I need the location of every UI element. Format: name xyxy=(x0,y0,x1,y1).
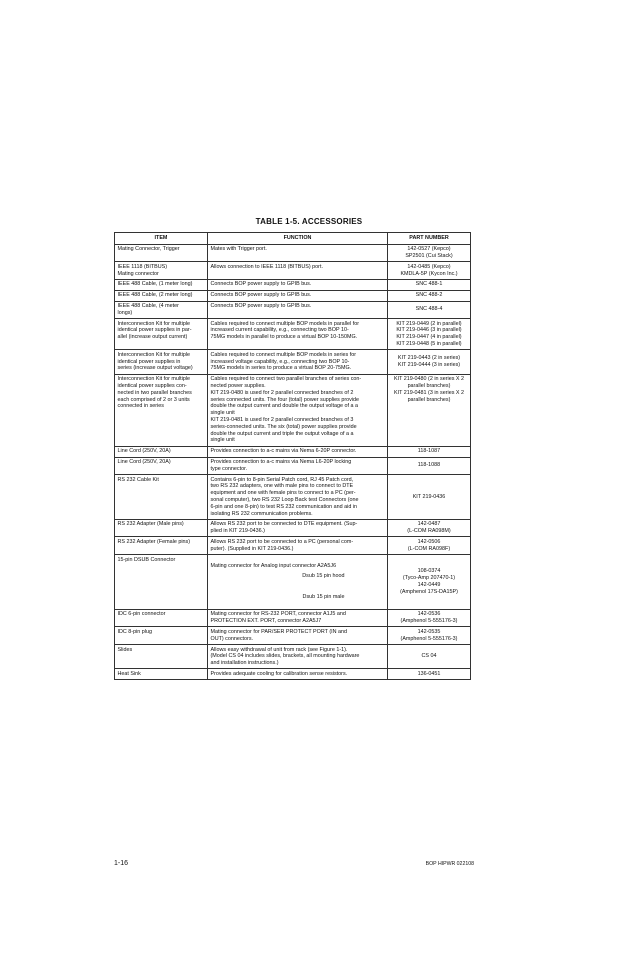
table-row xyxy=(115,627,471,645)
part-number-cell: KIT 219-0480 (2 in series X 2 parallel branches) KIT 219-0481 (3 in series X 2 parallel branches) xyxy=(388,374,471,446)
part-number-cell: SNC 488-4 xyxy=(388,301,471,319)
item-cell: IEEE 488 Cable, (1 meter long) xyxy=(115,279,208,290)
part-number-cell: 142-0536 (Amphenol 5-555176-3) xyxy=(388,609,471,627)
part-number-cell: 142-0535 (Amphenol 5-555176-3) xyxy=(388,627,471,645)
table-row xyxy=(115,555,471,610)
part-number-cell: 118-1088 xyxy=(388,457,471,475)
part-number-cell: 108-0374 (Tyco-Amp 207470-1) 142-0449 (Amphenol 17S-DA15P) xyxy=(388,555,471,610)
item-cell: IDC 6-pin connector xyxy=(115,609,208,627)
page-number: 1-16 xyxy=(114,860,129,867)
document-id: BOP HIPWR 022108 xyxy=(425,861,474,867)
column-header-item: ITEM xyxy=(115,233,208,245)
part-number-cell: 142-0506 (L-COM RA098F) xyxy=(388,537,471,555)
part-number-cell: 142-0527 (Kepco) SP2501 (Cui Stack) xyxy=(388,244,471,262)
table-row xyxy=(115,645,471,669)
table-row xyxy=(115,537,471,555)
part-number-cell: KIT 219-0449 (2 in parallel) KIT 219-0446 (3 in parallel) KIT 219-0447 (4 in parallel) KIT 219-0448 (5 in parallel) xyxy=(388,319,471,350)
function-cell: Contains 6-pin to 8-pin Serial Patch cord, RJ 45 Patch cord, two RS 232 adapters, one with male pins to connect to DTE equipment and one with female pins to connect to a PC (per- sonal computer), two RS 232 Loop Back test Connectors (one 6-pin and one 8-pin) to test RS 232 communication and aid in isolating RS 232 communication problems. xyxy=(208,475,388,520)
part-number-cell: 142-0487 (L-COM RA098M) xyxy=(388,519,471,537)
part-number-cell: SNC 488-1 xyxy=(388,279,471,290)
function-cell: Allows RS 232 port to be connected to a PC (personal com- puter). (Supplied in KIT 219-0436.) xyxy=(208,537,388,555)
table-row xyxy=(115,446,471,457)
item-cell: RS 232 Cable Kit xyxy=(115,475,208,520)
column-header-function: FUNCTION xyxy=(208,233,388,245)
table-header-row xyxy=(115,233,471,245)
accessories-table xyxy=(114,232,471,680)
table-row xyxy=(115,301,471,319)
item-cell: Mating Connector, Trigger xyxy=(115,244,208,262)
function-cell: Provides adequate cooling for calibration sense resistors. xyxy=(208,669,388,680)
function-cell: Mating connector for RS-232 PORT, connector A1J5 and PROTECTION EXT. PORT, connector A2A5J7 xyxy=(208,609,388,627)
item-cell: Interconnection Kit for multiple identical power supplies in par- allel (increase output current) xyxy=(115,319,208,350)
item-cell: RS 232 Adapter (Male pins) xyxy=(115,519,208,537)
part-number-cell: CS 04 xyxy=(388,645,471,669)
part-number-cell: SNC 488-2 xyxy=(388,290,471,301)
table-row xyxy=(115,350,471,374)
column-header-part-number: PART NUMBER xyxy=(388,233,471,245)
part-number-cell: KIT 219-0443 (2 in series) KIT 219-0444 (3 in series) xyxy=(388,350,471,374)
table-row xyxy=(115,475,471,520)
table-row xyxy=(115,279,471,290)
function-cell: Provides connection to a-c mains via Nema 6-20P connector. xyxy=(208,446,388,457)
function-cell: Connects BOP power supply to GPIB bus. xyxy=(208,290,388,301)
item-cell: IEEE 1118 (BITBUS) Mating connector xyxy=(115,262,208,280)
table-row xyxy=(115,374,471,446)
table-row xyxy=(115,290,471,301)
function-cell: Connects BOP power supply to GPIB bus. xyxy=(208,279,388,290)
function-subtext-male: Dsub 15 pin male xyxy=(302,593,345,600)
item-cell: Interconnection Kit for multiple identical power supplies in series (increase output voltage) xyxy=(115,350,208,374)
table-row xyxy=(115,669,471,680)
function-cell: Provides connection to a-c mains via Nema L6-20P locking type connector. xyxy=(208,457,388,475)
table-title: TABLE 1-5. ACCESSORIES xyxy=(255,217,363,226)
table-row xyxy=(115,262,471,280)
table-row xyxy=(115,457,471,475)
item-cell: IEEE 488 Cable, (4 meter longs) xyxy=(115,301,208,319)
table-row xyxy=(115,519,471,537)
function-subtext-hood: Dsub 15 pin hood xyxy=(302,573,345,580)
part-number-cell: 142-0485 (Kepco) KMDLA-5P (Kycon Inc.) xyxy=(388,262,471,280)
item-cell: Heat Sink xyxy=(115,669,208,680)
item-cell: IDC 8-pin plug xyxy=(115,627,208,645)
item-cell: Line Cord (250V, 20A) xyxy=(115,446,208,457)
part-number-cell: KIT 219-0436 xyxy=(388,475,471,520)
table-row xyxy=(115,319,471,350)
function-cell: Allows easy withdrawal of unit from rack (see Figure 1-1). (Model CS 04 includes slides, brackets, all mounting hardware and installation instructions.) xyxy=(208,645,388,669)
function-cell: Cables required to connect multiple BOP models in series for increased voltage capability, e.g., connecting two BOP 10- 75MG models in series to produce a virtual BOP 20-75MG. xyxy=(208,350,388,374)
function-cell xyxy=(208,555,388,610)
item-cell: Interconnection Kit for multiple identical power supplies con- nected in two parallel branches each comprised of 2 or 3 units connected in series xyxy=(115,374,208,446)
function-cell: Cables required to connect two parallel branches of series con- nected power supplies. KIT 219-0480 is used for 2 parallel connected branches of 2 series connected units. The four (total) power supplies provide double the output current and double the output voltage of a a single unit KIT 219-0481 is used for 2 parallel connected branches of 3 series-connected units. The six (total) power supplies provide double the output current and triple the output voltage of a a single unit xyxy=(208,374,388,446)
function-text: Mating connector for Analog input connector A2A5J6 xyxy=(210,563,337,570)
part-number-cell: 118-1087 xyxy=(388,446,471,457)
item-cell: Line Cord (250V, 20A) xyxy=(115,457,208,475)
function-cell: Connects BOP power supply to GPIB bus. xyxy=(208,301,388,319)
table-row xyxy=(115,244,471,262)
part-number-cell: 136-0451 xyxy=(388,669,471,680)
function-cell: Allows connection to IEEE 1118 (BITBUS) port. xyxy=(208,262,388,280)
function-cell: Mates with Trigger port. xyxy=(208,244,388,262)
table-row xyxy=(115,609,471,627)
function-cell: Mating connector for PAR/SER PROTECT PORT (IN and OUT) connectors. xyxy=(208,627,388,645)
item-cell: IEEE 488 Cable, (2 meter long) xyxy=(115,290,208,301)
function-cell: Cables required to connect multiple BOP models in parallel for increased current capability, e.g., connecting two BOP 10- 75MG models in parallel to produce a virtual BOP 10-150MG. xyxy=(208,319,388,350)
item-cell: 15-pin DSUB Connector xyxy=(115,555,208,610)
function-cell: Allows RS 232 port to be connected to DTE equipment. (Sup- plied in KIT 219-0436.) xyxy=(208,519,388,537)
item-cell: Slides xyxy=(115,645,208,669)
item-cell: RS 232 Adapter (Female pins) xyxy=(115,537,208,555)
